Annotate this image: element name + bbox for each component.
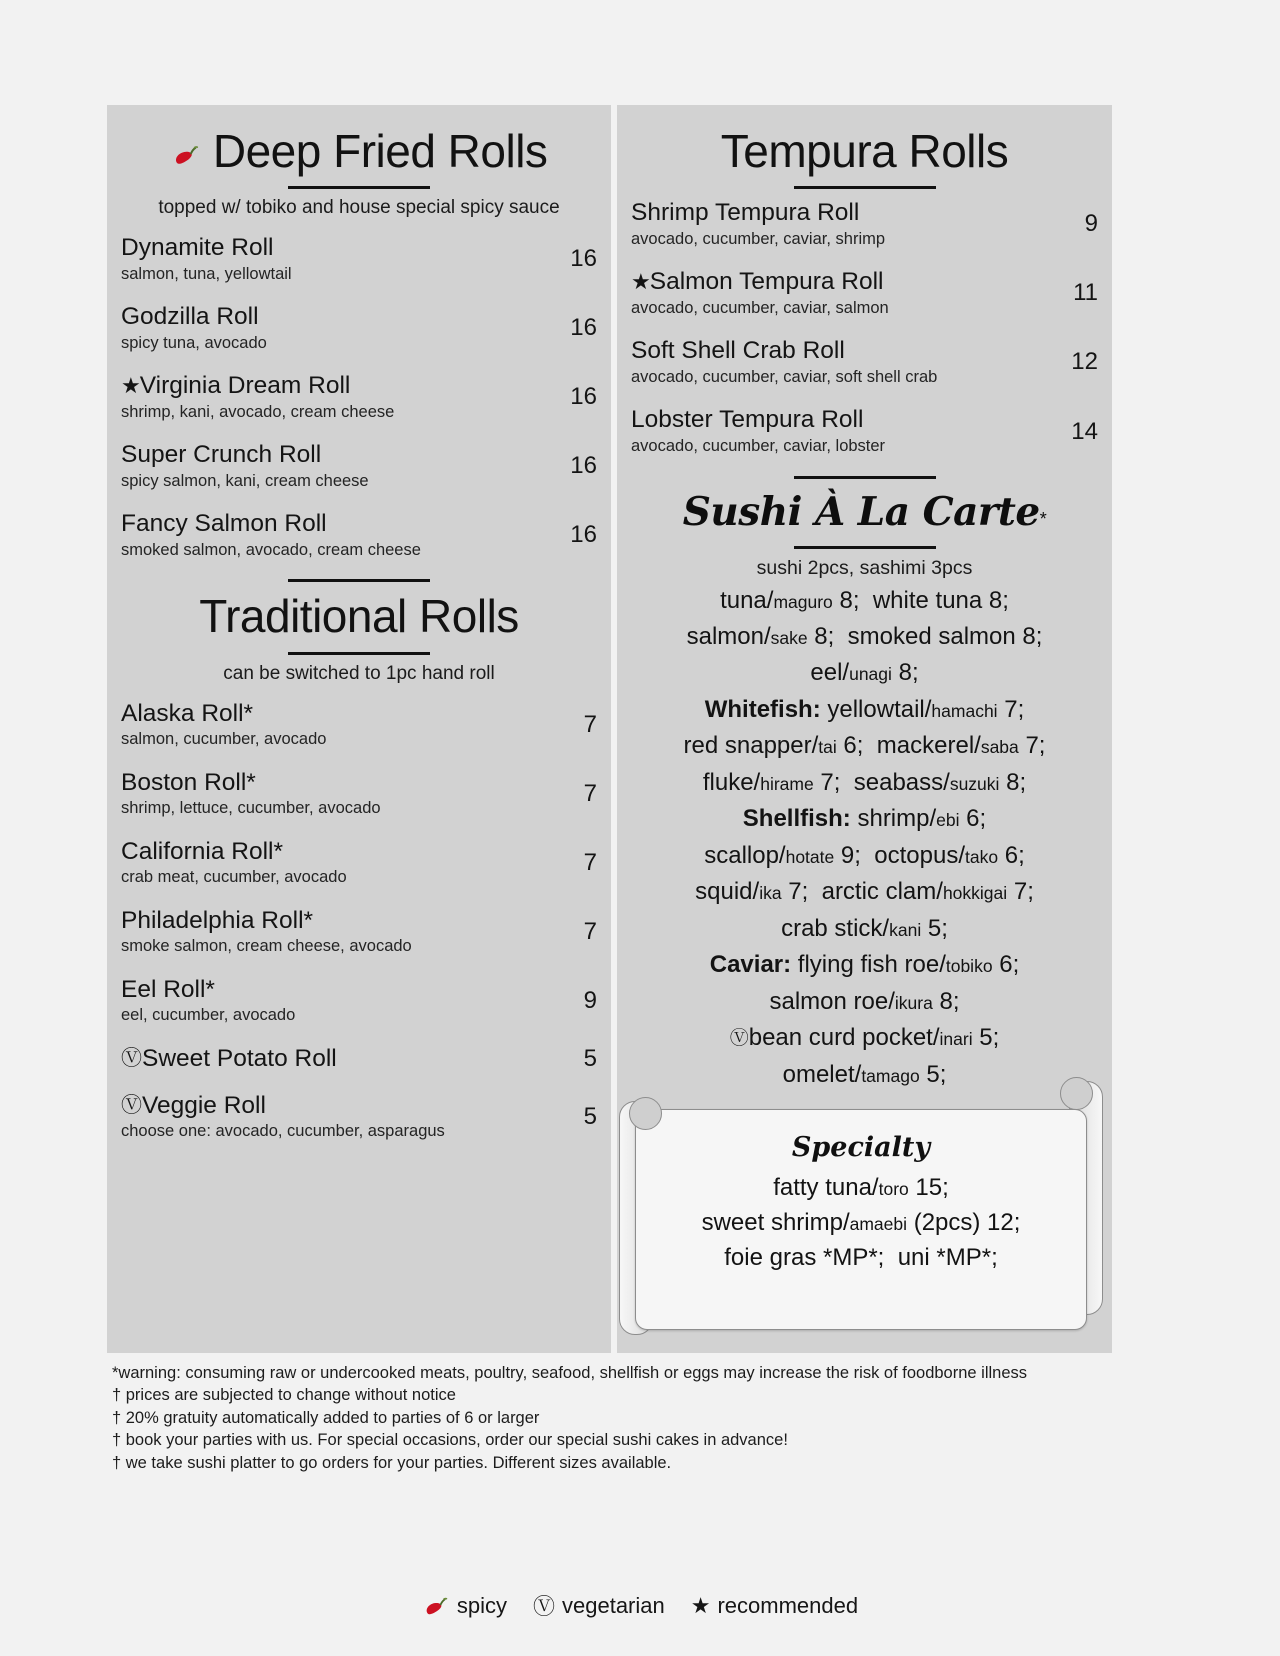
left-panel — [107, 105, 611, 1353]
vegetarian-icon: Ⓥ — [729, 1028, 749, 1050]
japanese-name: saba — [980, 737, 1019, 758]
star-icon: ★ — [631, 269, 650, 295]
divider — [794, 546, 936, 549]
menu-item-description: salmon, tuna, yellowtail — [121, 264, 292, 283]
tempura-items-list — [617, 197, 1112, 456]
menu-item-text — [121, 907, 567, 957]
price-line — [627, 728, 1102, 764]
price: (2pcs) 12; — [907, 1208, 1021, 1236]
deep-fried-rolls-title-text: Deep Fried Rolls — [212, 125, 548, 177]
menu-item-name: Shrimp Tempura Roll — [631, 199, 860, 227]
price: 5; — [972, 1024, 1000, 1052]
japanese-name: ebi — [936, 810, 960, 831]
item-label: red snapper/ — [683, 732, 819, 760]
specialty-lines — [636, 1171, 1086, 1275]
tempura-rolls-title: Tempura Rolls — [720, 125, 1009, 177]
price-line — [627, 655, 1102, 691]
menu-item — [121, 907, 597, 957]
menu-item-name: Super Crunch Roll — [121, 441, 322, 469]
item-label: octopus/ — [874, 841, 966, 869]
price: *MP*; — [816, 1243, 885, 1271]
legend-spicy-label: spicy — [456, 1592, 507, 1618]
deep-fried-note: topped w/ tobiko and house special spicy sauce — [158, 197, 560, 219]
menu-item-text — [121, 234, 567, 284]
japanese-name: unagi — [849, 664, 892, 685]
menu-item — [121, 234, 597, 284]
menu-item-name: Boston Roll* — [121, 768, 256, 796]
menu-item-price: 16 — [570, 383, 597, 411]
specialty-scroll-body — [635, 1109, 1087, 1330]
menu-item-name: ⓋSweet Potato Roll — [121, 1045, 337, 1073]
scroll-knob-left — [629, 1097, 662, 1130]
menu-item-name: Eel Roll* — [121, 975, 215, 1003]
menu-item — [121, 303, 597, 353]
star-icon: ★ — [690, 1592, 711, 1618]
menu-item-text — [121, 510, 567, 560]
price: *MP*; — [929, 1243, 998, 1271]
menu-item-text — [121, 372, 567, 422]
menu-item — [631, 268, 1098, 318]
menu-item-name: Philadelphia Roll* — [121, 906, 314, 934]
group-label: Caviar: — [709, 951, 792, 979]
menu-item-price: 11 — [1073, 279, 1098, 307]
item-label: crab stick/ — [781, 914, 890, 942]
price: 8; — [999, 768, 1027, 796]
price-line — [627, 1020, 1102, 1056]
item-label: flying fish roe/ — [791, 951, 946, 979]
specialty-scroll — [617, 1083, 1105, 1354]
menu-item-description: smoked salmon, avocado, cream cheese — [121, 540, 421, 559]
japanese-name: hirame — [760, 773, 814, 794]
menu-item — [121, 700, 597, 750]
menu-item — [121, 769, 597, 819]
footer-note: † we take sushi platter to go orders for your parties. Different sizes available. — [112, 1453, 672, 1472]
price: 6; — [959, 805, 987, 833]
menu-item-name: Soft Shell Crab Roll — [631, 337, 845, 365]
menu-item-price: 16 — [570, 521, 597, 549]
item-label: foie gras — [724, 1243, 817, 1271]
menu-item — [631, 406, 1098, 456]
item-label: fatty tuna/ — [773, 1174, 879, 1201]
chili-pepper-icon — [422, 1591, 450, 1619]
japanese-name: tai — [818, 737, 837, 758]
menu-item-name: Dynamite Roll — [121, 234, 274, 262]
item-label: shrimp/ — [850, 805, 937, 833]
menu-item-price: 5 — [583, 1044, 597, 1072]
price-line — [627, 583, 1102, 619]
price: 7; — [781, 878, 809, 906]
alacarte-title-text: Sushi À La Carte — [682, 488, 1040, 535]
menu-item-name: Godzilla Roll — [121, 303, 259, 331]
alacarte-note: sushi 2pcs, sashimi 3pcs — [756, 556, 973, 579]
legend-spicy — [422, 1591, 507, 1619]
menu-item-price: 16 — [570, 452, 597, 480]
divider — [794, 476, 936, 479]
specialty-title: Specialty — [791, 1132, 931, 1163]
menu-item-text — [121, 769, 567, 819]
menu-item-description: salmon, cucumber, avocado — [121, 729, 327, 748]
footer-note: † prices are subjected to change without notice — [112, 1386, 456, 1405]
alacarte-title — [617, 489, 1112, 535]
menu-item-text — [121, 976, 567, 1026]
menu-item-text — [121, 1092, 567, 1142]
scroll-knob-right — [1060, 1077, 1093, 1110]
menu-item — [121, 1045, 597, 1073]
menu-item-name: Alaska Roll* — [121, 699, 254, 727]
menu-item-description: avocado, cucumber, caviar, shrimp — [631, 229, 886, 248]
japanese-name: hokkigai — [942, 883, 1008, 904]
menu-item-price: 9 — [583, 986, 597, 1014]
item-label: fluke/ — [702, 768, 761, 796]
menu-item-text — [121, 700, 567, 750]
group-label: Shellfish: — [742, 805, 851, 833]
item-label: arctic clam/ — [821, 878, 943, 906]
price: 8; — [1015, 623, 1043, 651]
legend-vegetarian — [533, 1590, 665, 1621]
vegetarian-icon: Ⓥ — [532, 1594, 555, 1619]
price: 5; — [919, 1060, 947, 1088]
menu-item — [631, 199, 1098, 249]
japanese-name: maguro — [773, 591, 833, 612]
menu-item-name: ★Salmon Tempura Roll — [631, 268, 884, 296]
price-line — [636, 1241, 1086, 1276]
item-label: uni — [897, 1243, 930, 1271]
legend-recommended — [691, 1593, 858, 1619]
menu-item-description: smoke salmon, cream cheese, avocado — [121, 937, 412, 956]
price-line — [627, 765, 1102, 801]
item-label: tuna/ — [720, 586, 774, 614]
divider — [794, 186, 936, 189]
menu-item-text — [121, 441, 567, 491]
menu-item — [631, 337, 1098, 387]
price: 7; — [813, 768, 841, 796]
menu-item-text — [121, 303, 567, 353]
traditional-note: can be switched to 1pc hand roll — [223, 662, 495, 684]
item-label: sweet shrimp/ — [701, 1208, 850, 1236]
japanese-name: inari — [939, 1029, 973, 1050]
item-label: eel/ — [810, 659, 850, 687]
menu-item-text — [631, 268, 1068, 318]
menu-item-description: avocado, cucumber, caviar, salmon — [631, 298, 889, 317]
menu-item-price: 9 — [1084, 210, 1098, 238]
japanese-name: tobiko — [945, 956, 993, 977]
footer-note: † book your parties with us. For special occasions, order our special sushi cakes in advance! — [112, 1431, 788, 1450]
menu-item-text — [631, 199, 1068, 249]
menu-item — [121, 510, 597, 560]
japanese-name: ikura — [894, 992, 933, 1013]
japanese-name: kani — [889, 919, 922, 940]
footer-note: *warning: consuming raw or undercooked meats, poultry, seafood, shellfish or eggs may increase the risk of foodborne illness — [112, 1364, 1028, 1382]
price-line — [627, 692, 1102, 728]
menu-item — [121, 976, 597, 1026]
price: 6; — [992, 951, 1020, 979]
price-line — [636, 1206, 1086, 1241]
price: 6; — [836, 732, 864, 760]
menu-item-description: spicy salmon, kani, cream cheese — [121, 471, 369, 490]
japanese-name: tako — [965, 846, 999, 867]
item-label: smoked salmon — [847, 623, 1016, 651]
traditional-items-list — [107, 700, 611, 1142]
alacarte-title-asterisk: * — [1039, 508, 1047, 529]
menu-item-name: California Roll* — [121, 837, 284, 865]
menu-item-description: shrimp, kani, avocado, cream cheese — [121, 402, 395, 421]
group-label: Whitefish: — [704, 695, 821, 723]
price: 7; — [1007, 878, 1034, 906]
item-label: squid/ — [695, 878, 760, 906]
item-label: scallop/ — [704, 841, 786, 869]
item-label: seabass/ — [853, 768, 950, 796]
price: 9; — [834, 841, 861, 869]
menu-item-description: eel, cucumber, avocado — [121, 1006, 296, 1025]
price: 7; — [997, 695, 1025, 723]
price: 8; — [807, 623, 835, 651]
item-label: bean curd pocket/ — [748, 1024, 940, 1052]
menu-item-description: avocado, cucumber, caviar, soft shell crab — [631, 367, 938, 386]
menu-item-description: spicy tuna, avocado — [121, 333, 267, 352]
deep-fried-items-list — [107, 234, 611, 560]
price-line — [627, 801, 1102, 837]
menu-item-price: 7 — [583, 710, 597, 738]
price-line — [627, 619, 1102, 655]
price-line — [627, 838, 1102, 874]
menu-item-price: 7 — [583, 917, 597, 945]
item-label: white tuna — [872, 586, 983, 614]
item-label: yellowtail/ — [820, 695, 932, 723]
deep-fried-rolls-title — [107, 127, 611, 175]
vegetarian-icon: Ⓥ — [121, 1093, 142, 1117]
item-label: omelet/ — [782, 1060, 862, 1088]
vegetarian-icon: Ⓥ — [121, 1047, 142, 1071]
legend-vegetarian-label: vegetarian — [562, 1592, 665, 1618]
divider — [288, 186, 430, 189]
price: 8; — [832, 586, 860, 614]
divider — [288, 579, 430, 582]
price-line — [627, 947, 1102, 983]
item-label: salmon/ — [686, 623, 771, 651]
divider — [288, 652, 430, 655]
menu-item-description: avocado, cucumber, caviar, lobster — [631, 436, 886, 455]
japanese-name: amaebi — [849, 1213, 908, 1234]
price: 5; — [921, 914, 948, 942]
item-label: mackerel/ — [876, 732, 981, 760]
menu-item-text — [121, 1045, 567, 1072]
price: 8; — [891, 659, 919, 687]
chili-pepper-icon — [171, 125, 213, 177]
menu-item-name: Lobster Tempura Roll — [631, 406, 864, 434]
menu-item-text — [631, 337, 1068, 387]
japanese-name: ika — [759, 883, 782, 904]
footer-notes — [112, 1362, 1112, 1474]
star-icon: ★ — [121, 373, 140, 399]
menu-item-price: 7 — [583, 779, 597, 807]
japanese-name: hamachi — [931, 700, 998, 721]
traditional-rolls-title: Traditional Rolls — [199, 590, 519, 643]
menu-item-name: Fancy Salmon Roll — [121, 510, 327, 538]
japanese-name: hotate — [785, 846, 835, 867]
menu-item-price: 12 — [1071, 348, 1098, 376]
alacarte-lines — [617, 583, 1112, 1094]
menu-item-price: 5 — [583, 1102, 597, 1130]
menu-item — [121, 441, 597, 491]
price: 8; — [932, 987, 960, 1015]
japanese-name: sake — [770, 628, 808, 649]
menu-item-price: 16 — [570, 314, 597, 342]
menu-item — [121, 838, 597, 888]
price-line — [636, 1171, 1086, 1206]
price: 15; — [908, 1174, 949, 1201]
price-line — [627, 874, 1102, 910]
japanese-name: toro — [878, 1179, 909, 1199]
price: 6; — [998, 841, 1025, 869]
menu-item-price: 7 — [583, 848, 597, 876]
legend-recommended-label: recommended — [717, 1592, 859, 1618]
menu-item-name: ⓋVeggie Roll — [121, 1091, 266, 1119]
japanese-name: suzuki — [949, 773, 1000, 794]
price-line — [627, 984, 1102, 1020]
menu-item-price: 14 — [1071, 417, 1098, 445]
menu-item-name: ★Virginia Dream Roll — [121, 372, 351, 400]
menu-item — [121, 372, 597, 422]
menu-item-description: choose one: avocado, cucumber, asparagus — [121, 1122, 445, 1141]
item-label: salmon roe/ — [769, 987, 895, 1015]
menu-item-text — [121, 838, 567, 888]
menu-item-price: 16 — [570, 245, 597, 273]
footer-note: † 20% gratuity automatically added to parties of 6 or larger — [112, 1408, 540, 1427]
price: 7; — [1018, 732, 1046, 760]
japanese-name: tamago — [861, 1065, 920, 1086]
price-line — [627, 911, 1102, 947]
menu-item-description: crab meat, cucumber, avocado — [121, 868, 347, 887]
menu-item-description: shrimp, lettuce, cucumber, avocado — [121, 799, 381, 817]
menu-item-text — [631, 406, 1068, 456]
legend — [0, 1590, 1280, 1621]
menu-item — [121, 1092, 597, 1142]
price: 8; — [982, 586, 1009, 614]
